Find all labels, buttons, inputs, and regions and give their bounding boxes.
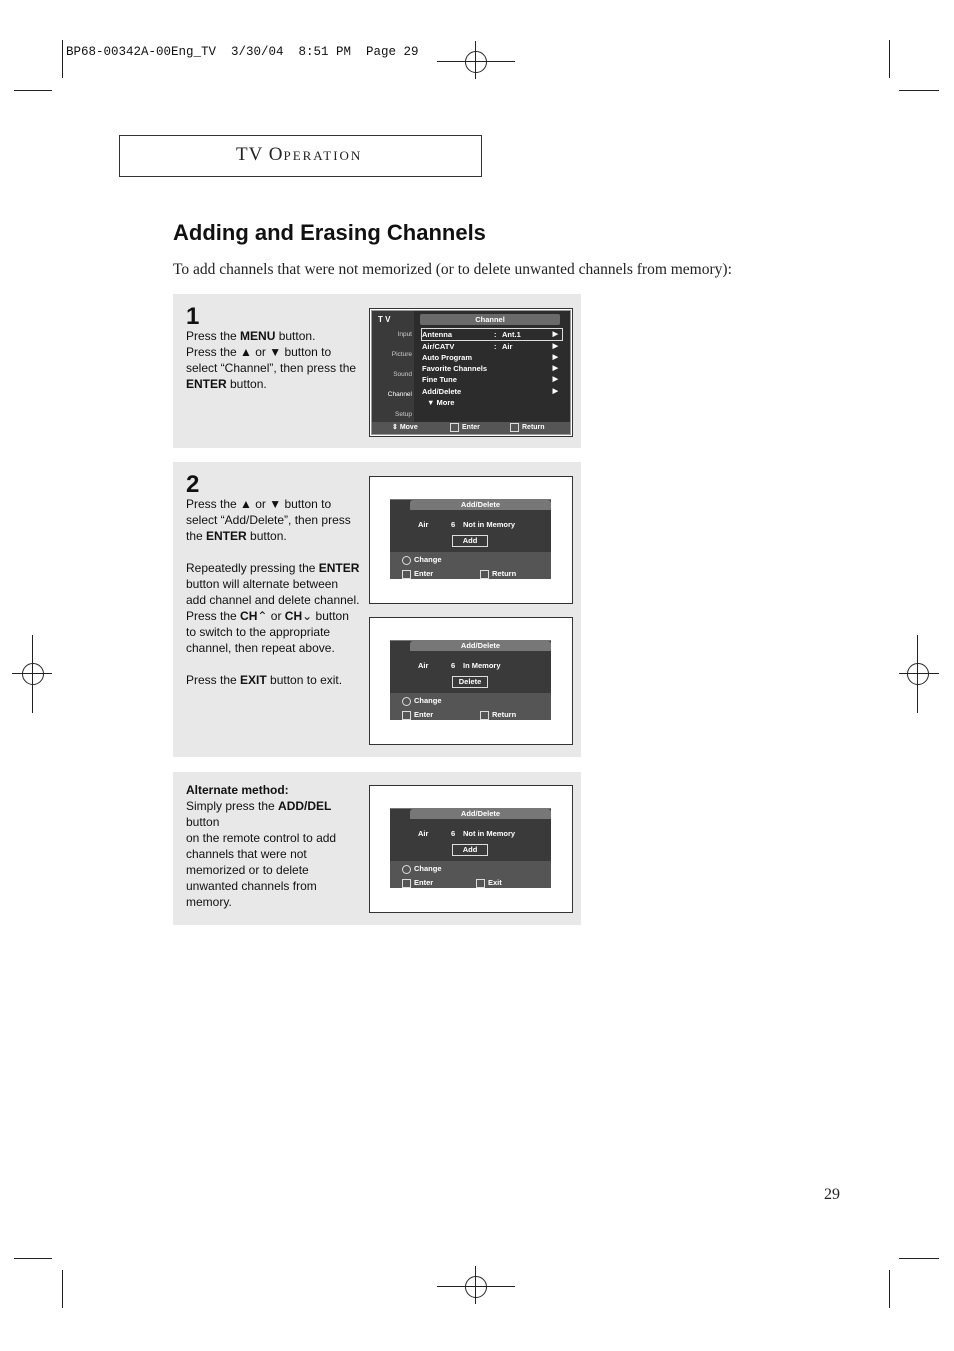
registration-line [475, 41, 476, 79]
ad-channel: 6 [451, 520, 456, 529]
alternate-line: Simply press the ADD/DEL button [186, 799, 332, 829]
enter-icon [402, 711, 411, 720]
registration-line [437, 61, 515, 62]
registration-line [32, 635, 33, 713]
section-title-initial: O [268, 144, 284, 165]
ad-lower [390, 861, 551, 888]
step-2-line: button will alternate between [186, 577, 339, 591]
step-1-text [186, 328, 361, 392]
alternate-heading: Alternate method: [186, 783, 289, 797]
step-2-line: channel, then repeat above. [186, 641, 335, 655]
osd-footer-enter: Enter [450, 422, 480, 434]
step-2-text [186, 496, 361, 688]
registration-mark [22, 663, 44, 685]
print-slug: BP68-00342A-00Eng_TV 3/30/04 8:51 PM Page 29 [66, 45, 419, 59]
crop-mark [889, 40, 890, 78]
osd-row-air-catv: Air/CATV : Air ▶ [422, 342, 558, 351]
section-title-rest: PERATION [283, 148, 363, 163]
osd-row-more: ▼ More [427, 398, 455, 407]
return-icon [510, 423, 519, 432]
screenshot-frame-4 [369, 785, 573, 913]
enter-icon [450, 423, 459, 432]
step-2-number: 2 [186, 471, 200, 498]
step-2-line: add channel and delete channel. [186, 593, 360, 607]
step-1-line: select “Channel”, then press the [186, 361, 357, 375]
crop-mark [899, 90, 939, 91]
ad-add-button[interactable]: Add [452, 844, 488, 856]
osd-row-add-delete: Add/Delete ▶ [422, 387, 558, 396]
osd-row-auto-program: Auto Program ▶ [422, 353, 558, 362]
registration-line [899, 673, 939, 674]
ad-return: Return [480, 710, 516, 720]
crop-mark [899, 1258, 939, 1259]
crop-mark [889, 1270, 890, 1308]
osd-footer [372, 422, 570, 434]
osd-row-fine-tune: Fine Tune ▶ [422, 375, 558, 384]
ad-lower [390, 552, 551, 579]
ad-change: Change [402, 696, 442, 706]
osd-tv-label: T V [378, 315, 391, 324]
alternate-line: unwanted channels from [186, 879, 317, 893]
crop-mark [14, 1258, 52, 1259]
crop-mark [14, 90, 52, 91]
ad-return: Return [480, 569, 516, 579]
alternate-text [186, 782, 361, 910]
ad-enter: Enter [402, 878, 433, 888]
add-delete-osd-3 [390, 808, 551, 888]
step-2-line: to switch to the appropriate [186, 625, 331, 639]
ad-air: Air [418, 661, 429, 670]
step-2-line: Press the CH⌃ or CH⌄ button [186, 609, 349, 623]
return-icon [480, 570, 489, 579]
exit-icon [476, 879, 485, 888]
ad-add-button[interactable]: Add [452, 535, 488, 547]
osd-footer-move: ⇕ Move [392, 424, 418, 431]
ad-status: In Memory [463, 661, 501, 670]
crop-mark [62, 1270, 63, 1308]
step-1-line: Press the ▲ or ▼ button to [186, 345, 332, 359]
registration-line [437, 1286, 515, 1287]
alternate-line: memorized or to delete [186, 863, 309, 877]
page-number: 29 [824, 1186, 840, 1203]
page-title: Adding and Erasing Channels [173, 220, 486, 245]
osd-header: Channel [420, 314, 560, 325]
registration-line [475, 1266, 476, 1304]
add-delete-osd-2 [390, 640, 551, 720]
step-1-line: Press the MENU button. [186, 329, 316, 343]
ad-change: Change [402, 555, 442, 565]
ad-bar: Add/Delete [410, 809, 551, 819]
step-2-line: the ENTER button. [186, 529, 287, 543]
registration-mark [465, 51, 487, 73]
alternate-line: channels that were not [186, 847, 307, 861]
screenshot-frame-3 [369, 617, 573, 745]
change-icon [402, 556, 411, 565]
ad-air: Air [418, 829, 429, 838]
change-icon [402, 865, 411, 874]
updown-icon: ⇕ [392, 424, 398, 431]
ad-enter: Enter [402, 569, 433, 579]
registration-line [12, 673, 52, 674]
ad-exit: Exit [476, 878, 502, 888]
section-title [236, 144, 362, 166]
ad-status: Not in Memory [463, 520, 516, 529]
step-2-line: Repeatedly pressing the ENTER [186, 561, 360, 575]
step-1-line: ENTER button. [186, 377, 267, 391]
step-1-number: 1 [186, 303, 200, 330]
osd-row-antenna: Antenna : Ant.1 ▶ [422, 329, 562, 340]
screenshot-frame-1 [369, 308, 573, 437]
step-2-line: Press the EXIT button to exit. [186, 673, 343, 687]
ad-change: Change [402, 864, 442, 874]
osd-side-channel: Channel [387, 391, 412, 398]
osd-side-sound: Sound [393, 371, 412, 378]
osd-side-picture: Picture [391, 351, 412, 358]
intro-text: To add channels that were not memorized (or to delete unwanted channels from memory): [173, 261, 732, 278]
enter-icon [402, 879, 411, 888]
ad-bar: Add/Delete [410, 500, 551, 510]
osd-row-favorite-channels: Favorite Channels ▶ [422, 364, 558, 373]
alternate-line: on the remote control to add [186, 831, 337, 845]
ad-air: Air [418, 520, 429, 529]
step-2-line: select “Add/Delete”, then press [186, 513, 351, 527]
osd-footer-return: Return [510, 422, 545, 434]
section-title-tv: TV [236, 144, 263, 165]
alternate-line: memory. [186, 895, 232, 909]
channel-menu-osd [371, 310, 571, 435]
osd-side-input: Input [397, 331, 412, 338]
ad-lower [390, 693, 551, 720]
ad-channel: 6 [451, 661, 456, 670]
add-delete-osd-1 [390, 499, 551, 579]
ad-bar: Add/Delete [410, 641, 551, 651]
registration-line [917, 635, 918, 713]
registration-mark [465, 1276, 487, 1298]
screenshot-frame-2 [369, 476, 573, 604]
return-icon [480, 711, 489, 720]
enter-icon [402, 570, 411, 579]
osd-side-setup: Setup [395, 411, 412, 418]
ad-enter: Enter [402, 710, 433, 720]
crop-mark [62, 40, 63, 78]
step-2-line: Press the ▲ or ▼ button to [186, 497, 332, 511]
registration-mark [907, 663, 929, 685]
ad-channel: 6 [451, 829, 456, 838]
ad-status: Not in Memory [463, 829, 516, 838]
ad-delete-button[interactable]: Delete [452, 676, 488, 688]
change-icon [402, 697, 411, 706]
